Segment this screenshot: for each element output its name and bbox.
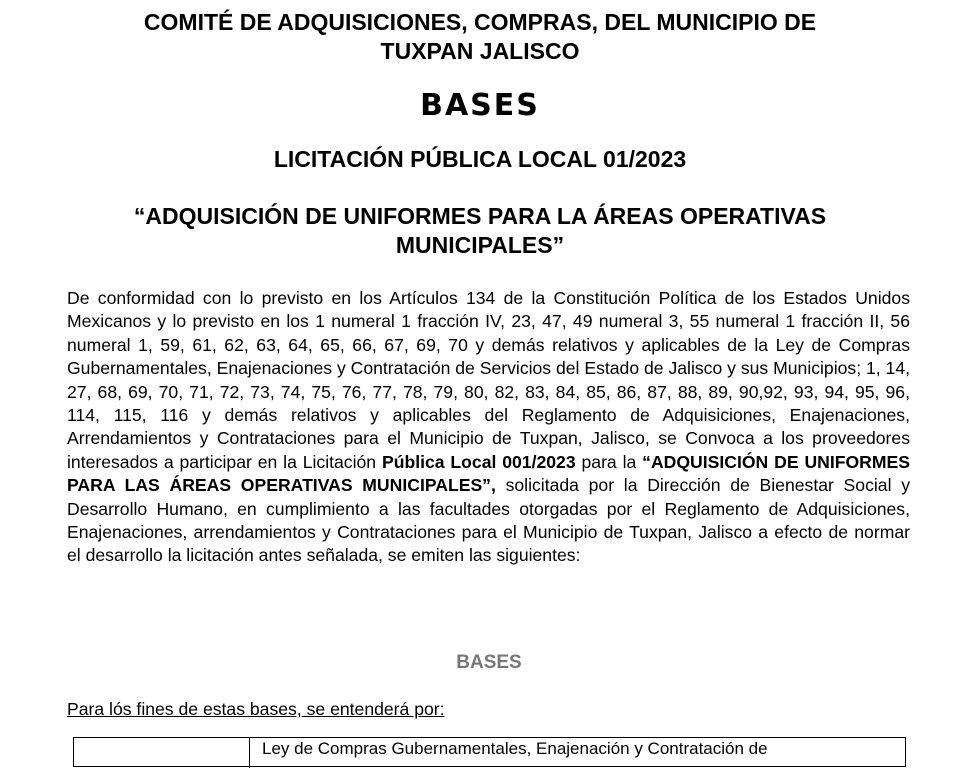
body-text-part3: solicitada por la Dirección de Bienestar Social y Desarrollo Humano, en cumplimiento a las facultades otorgadas por el Reglamento de Adquisiciones, Enajenaciones, arrendamientos y Contrataciones para el Municipio de Tuxpan, Jalisco a efecto de normar el desarrollo la licitación antes señalada, se emiten las siguientes: (67, 475, 910, 566)
body-text-part2: para la (575, 451, 643, 472)
section-heading: BASES (456, 652, 522, 673)
body-text-part1: De conformidad con lo previsto en los Artículos 134 de la Constitución Política de los Estados Unidos Mexicanos y lo previsto en los 1 numeral 1 fracción IV, 23, 47, 49 numeral 3, 55 numeral 1 fracción II, 56 numeral 1, 59, 61, 62, 63, 64, 65, 66, 67, 69, 70 y demás relativos y aplicables de la Ley de Compras Gubernamentales, Enajenaciones y Contratación de Servicios del Estado de Jalisco y sus Municipios; 1, 14, 27, 68, 69, 70, 71, 72, 73, 74, 75, 76, 77, 78, 79, 80, 82, 83, 84, 85, 86, 87, 88, 89, 90,92, 93, 94, 95, 96, 114, 115, 116 y demás relativos y aplicables del Reglamento de Adquisiciones, Enajenaciones, Arrendamientos y Contrataciones para el Municipio de Tuxpan, Jalisco, se Convoca a los proveedores interesados a participar en la Licitación (67, 288, 911, 472)
body-bold-licitacion: Pública Local 001/2023 (381, 451, 576, 472)
definitions-table (73, 737, 906, 767)
object-title (80, 202, 880, 260)
licitacion-title: LICITACIÓN PÚBLICA LOCAL 01/2023 (273, 146, 687, 172)
bases-title: BASES (420, 88, 540, 123)
definition-text-cell: Ley de Compras Gubernamentales, Enajenación y Contratación de (262, 739, 768, 758)
definitions-intro: Para lós fines de estas bases, se entenderá por: (67, 699, 445, 719)
definition-term-cell (74, 738, 250, 768)
committee-title-line2: TUXPAN JALISCO (380, 38, 580, 64)
object-title-line2: MUNICIPALES” (395, 232, 565, 258)
committee-title-line1: COMITÉ DE ADQUISICIONES, COMPRAS, DEL MUNICIPIO DE (143, 9, 817, 35)
body-bold-object: “ADQUISICIÓN DE UNIFORMES PARA LAS ÁREAS OPERATIVAS MUNICIPALES”, (67, 451, 911, 496)
body-paragraph (67, 287, 910, 568)
committee-title (60, 8, 900, 66)
object-title-line1: “ADQUISICIÓN DE UNIFORMES PARA LA ÁREAS OPERATIVAS (133, 203, 827, 229)
